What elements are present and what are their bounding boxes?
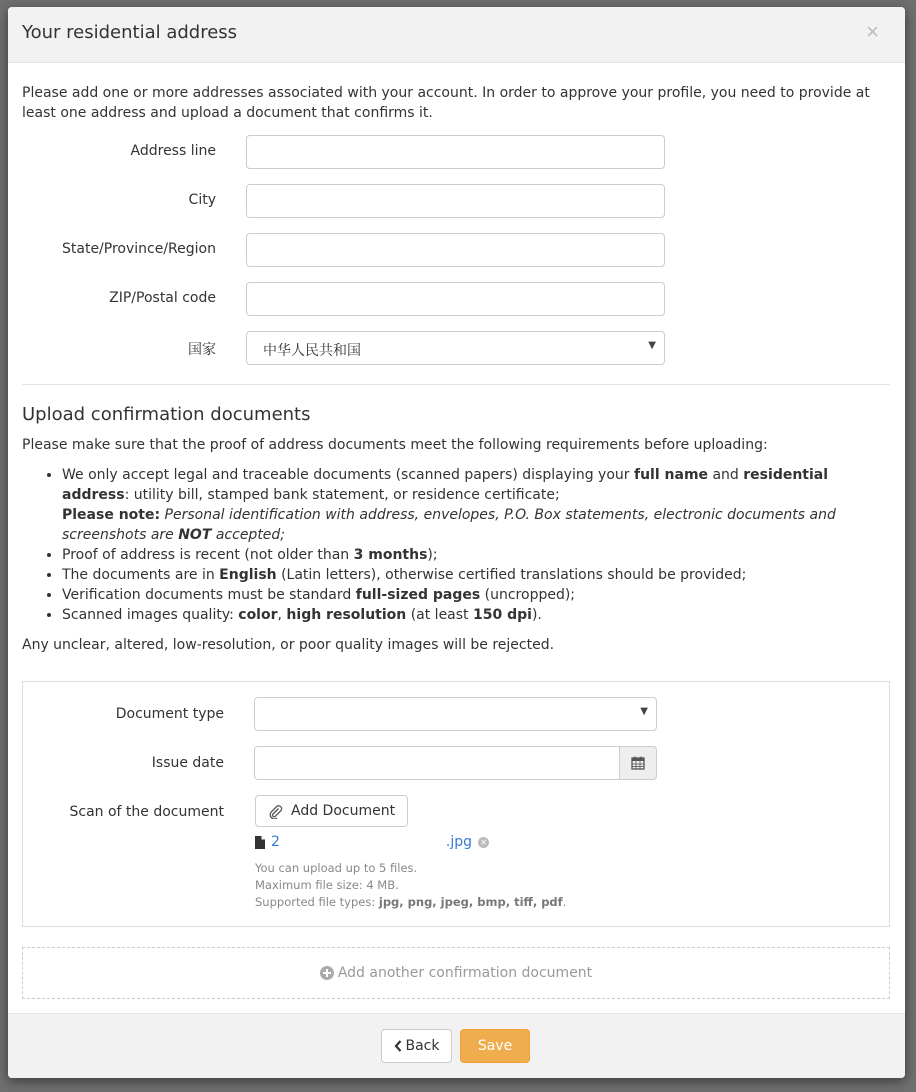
zip-label: ZIP/Postal code	[109, 290, 216, 306]
requirement-item	[62, 585, 890, 605]
uploaded-file	[255, 832, 489, 852]
note-not: NOT	[178, 527, 212, 543]
country-label: 国家	[188, 342, 216, 358]
zip-input[interactable]	[246, 282, 665, 316]
add-another-document-button[interactable]	[22, 947, 890, 999]
req-text: Scanned images quality:	[62, 607, 239, 623]
help-size-limit: Maximum file size: 4 MB.	[255, 878, 399, 892]
req-text: (uncropped);	[480, 587, 576, 603]
help-types-end: .	[562, 895, 567, 909]
req-text: (Latin letters), otherwise certified translations should be provided;	[276, 567, 747, 583]
req-text: );	[427, 547, 438, 563]
section-divider	[22, 384, 890, 385]
file-name-ext: .jpg	[445, 834, 473, 850]
calendar-button[interactable]	[619, 746, 657, 780]
add-document-label: Add Document	[291, 803, 396, 819]
requirement-item	[62, 465, 890, 545]
req-text: ,	[277, 607, 287, 623]
help-types-label: Supported file types:	[255, 895, 379, 909]
address-line-row	[22, 135, 890, 169]
req-text: (at least	[406, 607, 473, 623]
intro-text: Please add one or more addresses associated with your account. In order to approve your profile, you need to provide at least one address and upload a document that confirms it.	[22, 85, 870, 121]
issue-date-input[interactable]	[254, 746, 620, 780]
state-input[interactable]	[246, 233, 665, 267]
requirement-item	[62, 605, 890, 625]
save-button[interactable]: Save	[460, 1029, 530, 1063]
rejection-note: Any unclear, altered, low-resolution, or poor quality images will be rejected.	[22, 637, 555, 653]
city-row	[22, 184, 890, 218]
modal-title: Your residential address	[22, 22, 238, 43]
paperclip-icon	[268, 804, 283, 819]
requirement-item	[62, 545, 890, 565]
req-text: We only accept legal and traceable documents (scanned papers) displaying your	[62, 467, 634, 483]
note-text: accepted;	[211, 527, 286, 543]
document-panel	[22, 681, 890, 927]
zip-row	[22, 282, 890, 316]
help-types-list: jpg, png, jpeg, bmp, tiff, pdf	[378, 895, 563, 909]
req-bold: 3 months	[353, 547, 428, 563]
caret-down-icon: ▼	[648, 340, 656, 351]
state-row	[22, 233, 890, 267]
req-bold: full name	[634, 467, 709, 483]
file-icon	[255, 836, 265, 849]
requirements-list	[22, 465, 890, 625]
help-upload-limit: You can upload up to 5 files.	[255, 861, 418, 875]
back-button[interactable]	[381, 1029, 452, 1063]
upload-section-title: Upload confirmation documents	[22, 404, 311, 425]
req-bold: residential address	[62, 467, 829, 503]
issue-date-label: Issue date	[151, 755, 224, 771]
calendar-icon	[631, 756, 645, 770]
help-file-types	[255, 894, 566, 911]
scan-label: Scan of the document	[69, 804, 224, 820]
req-text: ).	[531, 607, 542, 623]
req-text: Proof of address is recent (not older than	[62, 547, 354, 563]
note-label: Please note:	[62, 507, 161, 523]
add-another-label: Add another confirmation document	[337, 965, 593, 981]
close-button[interactable]: ×	[866, 19, 879, 44]
plus-circle-icon	[320, 966, 334, 980]
modal-footer	[8, 1013, 905, 1078]
address-line-label: Address line	[130, 143, 216, 159]
chevron-left-icon	[394, 1040, 402, 1052]
req-bold: 150 dpi	[473, 607, 532, 623]
req-bold: English	[219, 567, 277, 583]
residential-address-modal	[8, 7, 905, 1078]
requirement-item	[62, 565, 890, 585]
caret-down-icon: ▼	[640, 706, 648, 717]
state-label: State/Province/Region	[62, 241, 216, 257]
req-bold: color	[238, 607, 278, 623]
req-text: The documents are in	[62, 567, 220, 583]
note-text: Personal identification with address, envelopes, P.O. Box statements, electronic documents and screenshots are	[62, 507, 836, 543]
remove-file-icon[interactable]: ✕	[478, 837, 489, 848]
upload-section-subtitle: Please make sure that the proof of address documents meet the following requirements before uploading:	[22, 437, 768, 453]
add-document-button[interactable]	[255, 795, 408, 827]
country-row	[22, 331, 890, 365]
address-line-input[interactable]	[246, 135, 665, 169]
city-input[interactable]	[246, 184, 665, 218]
document-type-label: Document type	[115, 706, 224, 722]
file-link[interactable]	[271, 834, 472, 850]
req-bold: full-sized pages	[355, 587, 481, 603]
back-label: Back	[405, 1038, 440, 1054]
modal-header	[8, 7, 905, 63]
city-label: City	[188, 192, 216, 208]
upload-help	[255, 860, 566, 911]
file-name-prefix: 2	[271, 834, 280, 850]
req-text: Verification documents must be standard	[62, 587, 356, 603]
country-select-value: 中华人民共和国	[263, 343, 361, 359]
document-type-select[interactable]	[254, 697, 657, 731]
req-text: : utility bill, stamped bank statement, or residence certificate;	[124, 487, 560, 503]
req-bold: high resolution	[286, 607, 407, 623]
country-select[interactable]	[246, 331, 665, 365]
req-text: and	[708, 467, 744, 483]
